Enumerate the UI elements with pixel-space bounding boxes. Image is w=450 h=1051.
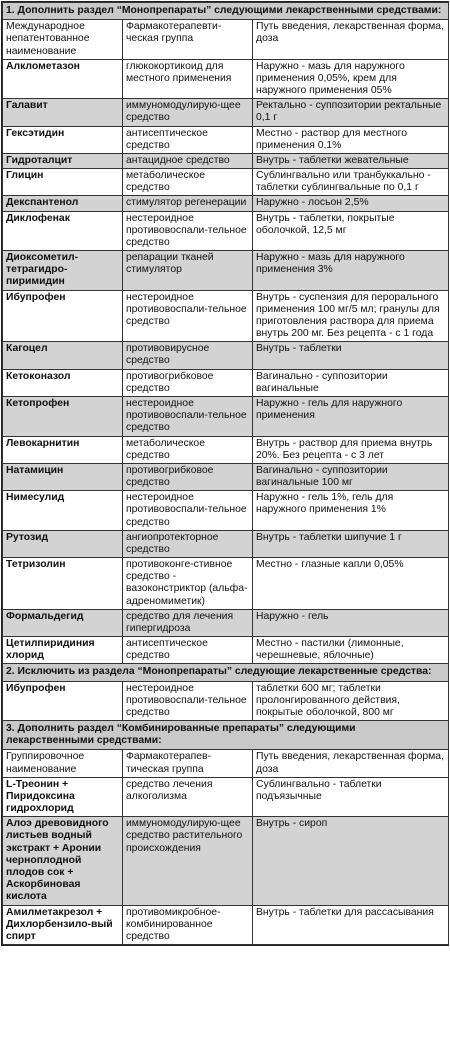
table-row [3, 99, 449, 126]
drug-name-cell: Гидроталцит [3, 153, 123, 168]
pharm-group-cell: нестероидное противовоспали-тельное средство [123, 681, 253, 721]
route-dose-cell: Наружно - мазь для наружного применения 0,05%, крем для наружного применения 05% [253, 59, 449, 99]
route-dose-cell: Наружно - мазь для наружного применения 3% [253, 251, 449, 291]
drug-name-cell: Кагоцел [3, 342, 123, 369]
table-row [3, 609, 449, 636]
drug-name-cell: L-Треонин + Пиридоксина гидрохлорид [3, 777, 123, 817]
table-row [3, 396, 449, 436]
drug-name-cell: Натамицин [3, 463, 123, 490]
drug-name-cell: Кетоконазол [3, 369, 123, 396]
drug-list-table [2, 2, 449, 945]
drug-name-cell: Декспантенол [3, 196, 123, 211]
header-route: Путь введения, лекарственная форма, доза [253, 750, 449, 777]
section-3-header-row [3, 750, 449, 777]
route-dose-cell: Наружно - лосьон 2,5% [253, 196, 449, 211]
route-dose-cell: Наружно - гель 1%, гель для наружного применения 1% [253, 491, 449, 531]
route-dose-cell: Вагинально - суппозитории вагинальные 100 мг [253, 463, 449, 490]
table-row [3, 369, 449, 396]
table-row [3, 463, 449, 490]
route-dose-cell: Сублингвально - таблетки подъязычные [253, 777, 449, 817]
drug-name-cell: Кетопрофен [3, 396, 123, 436]
table-row [3, 491, 449, 531]
route-dose-cell: Местно - раствор для местного применения 0,1% [253, 126, 449, 153]
table-row [3, 530, 449, 557]
section-3-title-row [3, 721, 449, 750]
drug-name-cell: Тетризолин [3, 558, 123, 610]
table-row [3, 436, 449, 463]
header-route: Путь введения, лекарственная форма, доза [253, 20, 449, 60]
route-dose-cell: Внутрь - таблетки для рассасывания [253, 905, 449, 945]
pharm-group-cell: антисептическое средство [123, 637, 253, 664]
route-dose-cell: Внутрь - суспензия для перорального применения 100 мг/5 мл; гранулы для приготовления раствора для приема внутрь 200 мг. Без рецепта - с 1 года [253, 290, 449, 342]
table-row [3, 637, 449, 664]
route-dose-cell: Ректально - суппозитории ректальные 0,1 г [253, 99, 449, 126]
route-dose-cell: Внутрь - сироп [253, 817, 449, 905]
pharm-group-cell: противовирусное средство [123, 342, 253, 369]
section-1-title: 1. Дополнить раздел “Монопрепараты” следующими лекарственными средствами: [3, 3, 449, 20]
section-1-rows [3, 59, 449, 664]
drug-name-cell: Левокарнитин [3, 436, 123, 463]
drug-name-cell: Ибупрофен [3, 681, 123, 721]
pharm-group-cell: стимулятор регенерации [123, 196, 253, 211]
pharm-group-cell: антацидное средство [123, 153, 253, 168]
table-row [3, 681, 449, 721]
drug-name-cell: Цетилпиридиния хлорид [3, 637, 123, 664]
pharm-group-cell: нестероидное противовоспали-тельное средство [123, 491, 253, 531]
pharm-group-cell: нестероидное противовоспали-тельное средство [123, 396, 253, 436]
table-row [3, 251, 449, 291]
drug-name-cell: Гексэтидин [3, 126, 123, 153]
route-dose-cell: Наружно - гель [253, 609, 449, 636]
route-dose-cell: Внутрь - раствор для приема внутрь 20%. Без рецепта - с 3 лет [253, 436, 449, 463]
drug-name-cell: Диоксометил-тетрагидро-пиримидин [3, 251, 123, 291]
route-dose-cell: Вагинально - суппозитории вагинальные [253, 369, 449, 396]
drug-name-cell: Алоэ древовидного листьев водный экстракт + Аронии черноплодной плодов сок + Аскорбиновая кислота [3, 817, 123, 905]
drug-name-cell: Ибупрофен [3, 290, 123, 342]
route-dose-cell: таблетки 600 мг; таблетки пролонгированного действия, покрытые оболочкой, 800 мг [253, 681, 449, 721]
section-2-title-row [3, 664, 449, 681]
route-dose-cell: Внутрь - таблетки жевательные [253, 153, 449, 168]
table-row [3, 905, 449, 945]
drug-name-cell: Рутозид [3, 530, 123, 557]
table-row [3, 126, 449, 153]
section-3-rows [3, 777, 449, 944]
section-3-title: 3. Дополнить раздел “Комбинированные препараты” следующими лекарственными средствами: [3, 721, 449, 750]
route-dose-cell: Местно - глазные капли 0,05% [253, 558, 449, 610]
header-inn: Международное непатентованное наименование [3, 20, 123, 60]
drug-name-cell: Нимесулид [3, 491, 123, 531]
drug-name-cell: Галавит [3, 99, 123, 126]
header-grouping-name: Группировочное наименование [3, 750, 123, 777]
section-1-title-row [3, 3, 449, 20]
pharm-group-cell: репарации тканей стимулятор [123, 251, 253, 291]
table-row [3, 59, 449, 99]
pharm-group-cell: средство для лечения гипергидроза [123, 609, 253, 636]
pharm-group-cell: противогрибковое средство [123, 463, 253, 490]
section-1-header-row [3, 20, 449, 60]
table-row [3, 153, 449, 168]
drug-name-cell: Глицин [3, 169, 123, 196]
route-dose-cell: Наружно - гель для наружного применения [253, 396, 449, 436]
document-page [1, 1, 449, 946]
pharm-group-cell: метаболическое средство [123, 436, 253, 463]
pharm-group-cell: метаболическое средство [123, 169, 253, 196]
drug-name-cell: Диклофенак [3, 211, 123, 251]
table-row [3, 169, 449, 196]
pharm-group-cell: противоконге-стивное средство - вазоконстриктор (альфа-адреномиметик) [123, 558, 253, 610]
pharm-group-cell: нестероидное противовоспали-тельное средство [123, 211, 253, 251]
table-row [3, 211, 449, 251]
route-dose-cell: Сублингвально или транбуккально - таблетки сублингвальные по 0,1 г [253, 169, 449, 196]
table-row [3, 290, 449, 342]
pharm-group-cell: иммуномодулирую-щее средство [123, 99, 253, 126]
table-row [3, 817, 449, 905]
route-dose-cell: Внутрь - таблетки [253, 342, 449, 369]
pharm-group-cell: глюкокортикоид для местного применения [123, 59, 253, 99]
pharm-group-cell: противогрибковое средство [123, 369, 253, 396]
pharm-group-cell: ангиопротекторное средство [123, 530, 253, 557]
drug-name-cell: Алклометазон [3, 59, 123, 99]
route-dose-cell: Внутрь - таблетки шипучие 1 г [253, 530, 449, 557]
pharm-group-cell: антисептическое средство [123, 126, 253, 153]
table-row [3, 196, 449, 211]
header-group: Фармакотерапевти-ческая группа [123, 20, 253, 60]
pharm-group-cell: иммуномодулирую-щее средство растительного происхождения [123, 817, 253, 905]
pharm-group-cell: средство лечения алкоголизма [123, 777, 253, 817]
header-group: Фармакотерапев-тическая группа [123, 750, 253, 777]
route-dose-cell: Внутрь - таблетки, покрытые оболочкой, 12,5 мг [253, 211, 449, 251]
drug-name-cell: Формальдегид [3, 609, 123, 636]
table-row [3, 558, 449, 610]
route-dose-cell: Местно - пастилки (лимонные, черешневые, яблочные) [253, 637, 449, 664]
section-2-rows [3, 681, 449, 721]
section-2-title: 2. Исключить из раздела “Монопрепараты” следующие лекарственные средства: [3, 664, 449, 681]
drug-name-cell: Амилметакрезол + Дихлорбензило-вый спирт [3, 905, 123, 945]
pharm-group-cell: противомикробное-комбинированное средство [123, 905, 253, 945]
pharm-group-cell: нестероидное противовоспали-тельное средство [123, 290, 253, 342]
table-row [3, 777, 449, 817]
table-row [3, 342, 449, 369]
